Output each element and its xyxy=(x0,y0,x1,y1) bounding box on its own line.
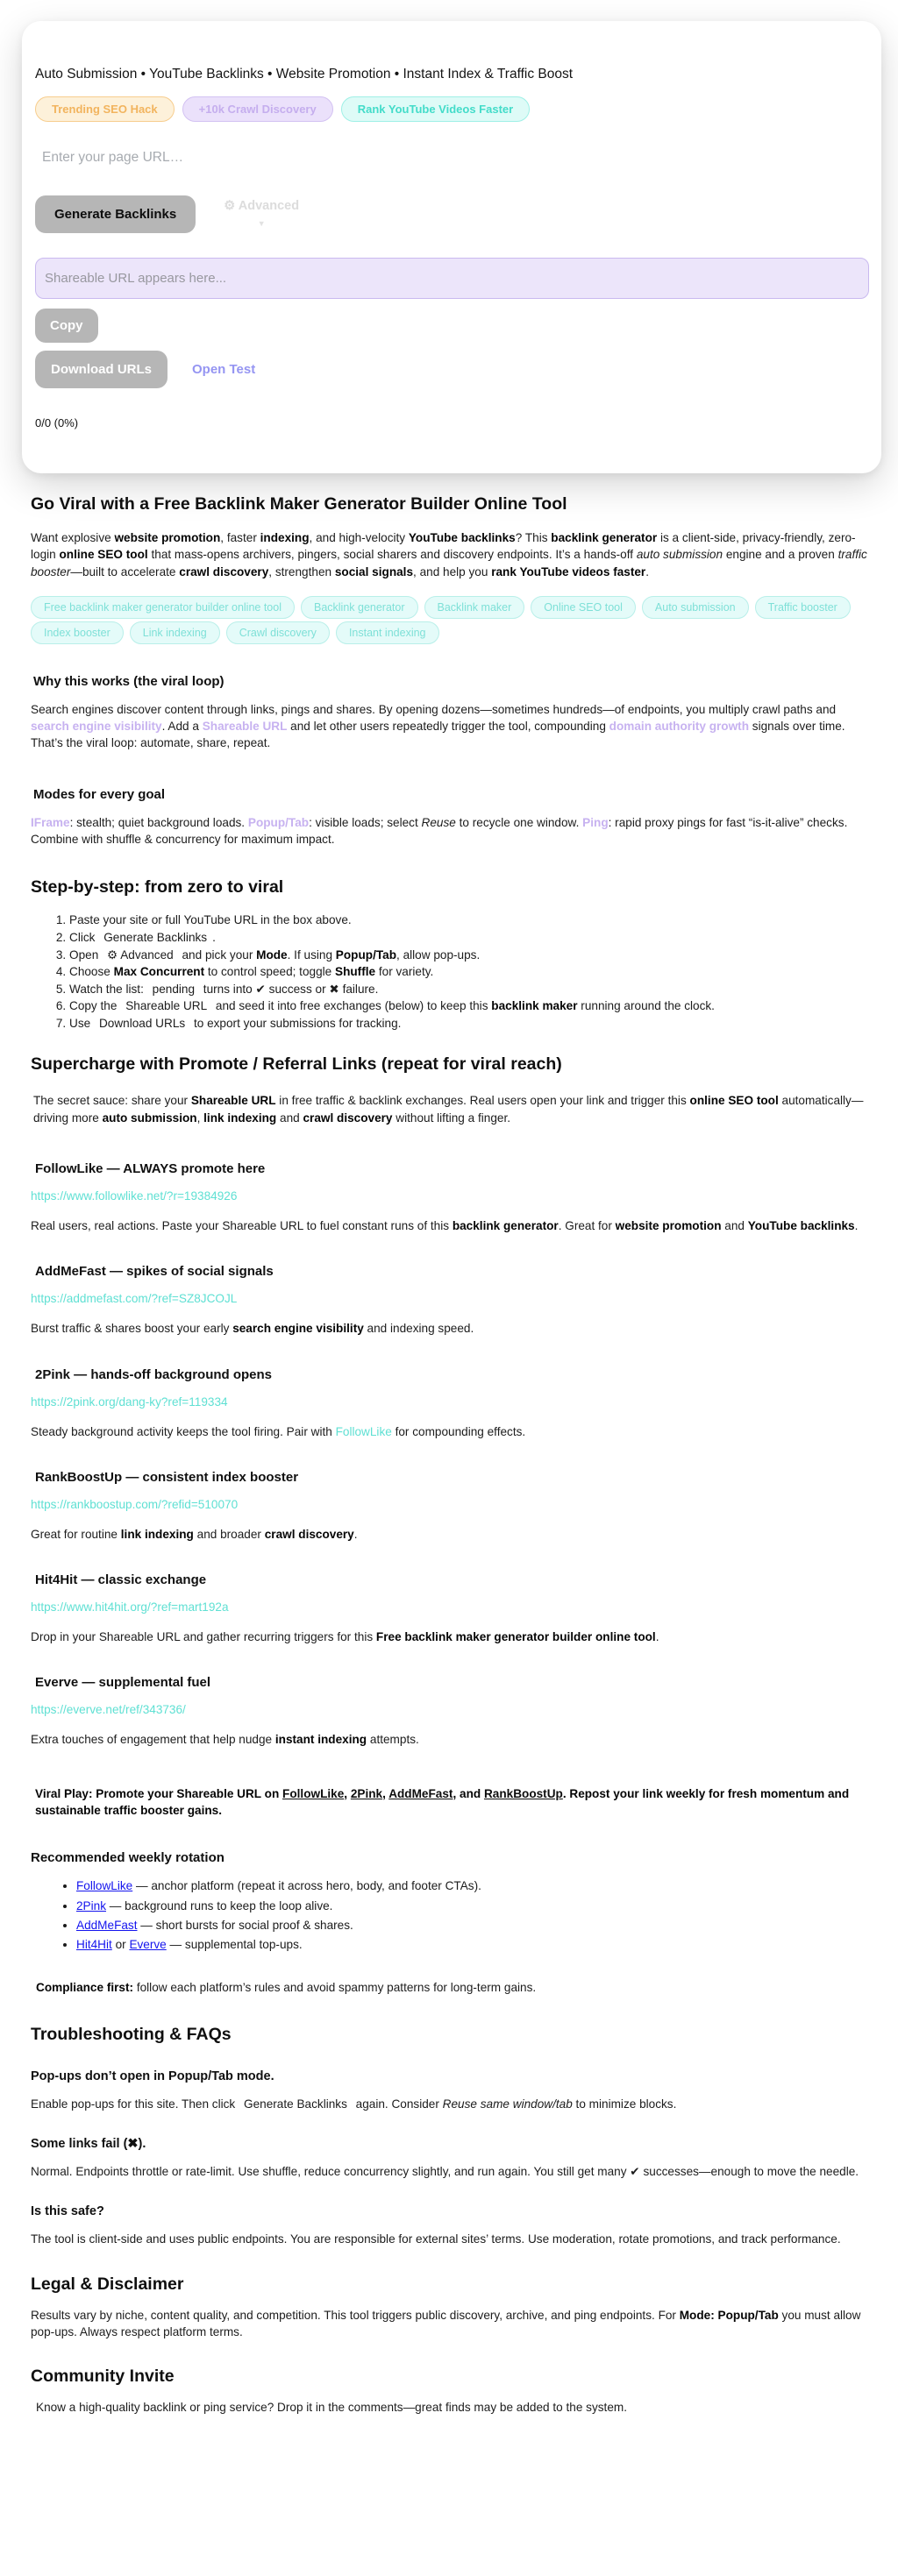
viral-followlike-link[interactable]: FollowLike xyxy=(282,1786,345,1800)
promo-url-link[interactable]: https://2pink.org/dang-ky?ref=119334 xyxy=(31,1394,228,1409)
badge-rank-youtube: Rank YouTube Videos Faster xyxy=(341,96,530,122)
promo-block-addmefast xyxy=(31,1264,872,1337)
section-title-modes: Modes for every goal xyxy=(33,786,166,802)
hero-tagline: Auto Submission • YouTube Backlinks • Website Promotion • Instant Index & Traffic Boost xyxy=(35,67,574,82)
step-item: 4. Choose Max Concurrent to control speed; toggle Shuffle for variety. xyxy=(69,963,872,981)
promo-description: Burst traffic & shares boost your early search engine visibility and indexing speed. xyxy=(31,1322,474,1336)
step-item: 1. Paste your site or full YouTube URL in the box above. xyxy=(69,912,872,929)
section-title-community: Community Invite xyxy=(31,2367,175,2387)
rotation-2pink-link[interactable]: 2Pink xyxy=(76,1898,107,1912)
promo-description: Steady background activity keeps the tool firing. Pair with FollowLike for compounding effects. xyxy=(31,1424,526,1438)
rotation-addmefast-link[interactable]: AddMeFast xyxy=(76,1918,138,1932)
keyword-chip: Backlink maker xyxy=(424,596,525,619)
keyword-chip: Free backlink maker generator builder online tool xyxy=(31,596,295,619)
advanced-toggle[interactable] xyxy=(224,199,299,228)
shareable-url-field[interactable] xyxy=(35,258,869,299)
followlike-inline-link[interactable]: FollowLike xyxy=(335,1424,392,1438)
keyword-chip: Instant indexing xyxy=(336,621,439,644)
promo-block-followlike xyxy=(31,1161,872,1234)
rotation-list xyxy=(31,1877,872,1953)
hero-card xyxy=(22,21,881,473)
promo-title: AddMeFast — spikes of social signals xyxy=(35,1264,274,1280)
legal-paragraph: Results vary by niche, content quality, and competition. This tool triggers public discovery, archive, and ping endpoints. For Mode: Popup/Tab you must allow pop-ups. Always respect platform terms. xyxy=(31,2308,861,2338)
open-test-link[interactable]: Open Test xyxy=(192,362,256,377)
rotation-item: • 2Pink — background runs to keep the loop alive. xyxy=(76,1898,872,1914)
viral-play-callout: Viral Play: Promote your Shareable URL on FollowLike, 2Pink, AddMeFast, and RankBoostUp. Repost your link weekly for fresh momentum and sustainable traffic booster gains. xyxy=(35,1786,850,1817)
article-content xyxy=(0,494,898,2469)
steps-list xyxy=(31,912,872,1032)
section-title-rotation: Recommended weekly rotation xyxy=(31,1850,224,1866)
step-item: 3. Open ⚙ Advanced and pick your Mode. If using Popup/Tab, allow pop-ups. xyxy=(69,947,872,964)
gear-icon: ⚙ xyxy=(224,199,236,213)
rotation-item: • AddMeFast — short bursts for social proof & shares. xyxy=(76,1917,872,1934)
section-title-step-by-step: Step-by-step: from zero to viral xyxy=(31,877,284,898)
faq-answer: Enable pop-ups for this site. Then click Generate Backlinks again. Consider Reuse same window/tab to minimize blocks. xyxy=(31,2097,677,2111)
keyword-chip: Index booster xyxy=(31,621,124,644)
download-urls-button[interactable]: Download URLs xyxy=(35,351,167,388)
badge-row xyxy=(35,96,869,122)
keyword-chip: Traffic booster xyxy=(755,596,851,619)
rotation-followlike-link[interactable]: FollowLike xyxy=(76,1879,133,1893)
section-title-troubleshooting: Troubleshooting & FAQs xyxy=(31,2024,232,2044)
step-item: 5. Watch the list: pending turns into ✔ success or ✖ failure. xyxy=(69,981,872,998)
promo-block-2pink xyxy=(31,1367,872,1440)
keyword-chip-row xyxy=(31,596,872,644)
rotation-item: • Hit4Hit or Everve — supplemental top-ups. xyxy=(76,1936,872,1953)
supercharge-paragraph: The secret sauce: share your Shareable URL in free traffic & backlink exchanges. Real users open your link and trigger this online SEO tool automatically—driving more auto submission, link indexing and crawl discovery without lifting a finger. xyxy=(33,1094,864,1125)
promo-url-link[interactable]: https://www.hit4hit.org/?ref=mart192a xyxy=(31,1600,229,1614)
promo-url-link[interactable]: https://rankboostup.com/?refid=510070 xyxy=(31,1497,239,1511)
viral-2pink-link[interactable]: 2Pink xyxy=(350,1786,383,1800)
section-title-why-this-works: Why this works (the viral loop) xyxy=(33,673,224,689)
faq-answer: Normal. Endpoints throttle or rate-limit. Use shuffle, reduce concurrency slightly, and run again. You still get many ✔ successes—enough to move the needle. xyxy=(31,2165,859,2179)
promo-title: Everve — supplemental fuel xyxy=(35,1675,211,1691)
generate-backlinks-button[interactable]: Generate Backlinks xyxy=(35,195,196,233)
promo-url-link[interactable]: https://addmefast.com/?ref=SZ8JCOJL xyxy=(31,1292,238,1306)
why-paragraph: Search engines discover content through links, pings and shares. By opening dozens—sometimes hundreds—of endpoints, you multiply crawl paths and search engine visibility. Add a Shareable URL and let other users repeatedly trigger the tool, compounding domain authority growth signals over time. That’s the viral loop: automate, share, repeat. xyxy=(31,702,845,750)
page-url-input[interactable] xyxy=(35,138,866,178)
intro-paragraph: Want explosive website promotion, faster indexing, and high-velocity YouTube backlinks? This backlink generator is a client-side, privacy-friendly, zero-login online SEO tool that mass-opens archivers, pingers, social sharers and discovery endpoints. It’s a hands-off auto submission engine and a proven traffic booster—built to accelerate crawl discovery, strengthen social signals, and help you rank YouTube videos faster. xyxy=(31,531,867,578)
download-row xyxy=(35,351,869,388)
faq-answer: The tool is client-side and uses public endpoints. You are responsible for external sites’ terms. Use moderation, rotate promotions, and track performance. xyxy=(31,2232,841,2246)
compliance-note: Compliance first: follow each platform’s rules and avoid spammy patterns for long-term gains. xyxy=(36,1981,537,1995)
section-title-go-viral: Go Viral with a Free Backlink Maker Generator Builder Online Tool xyxy=(31,494,567,514)
page xyxy=(0,21,898,2469)
promo-block-everve xyxy=(31,1675,872,1748)
promo-title: Hit4Hit — classic exchange xyxy=(35,1572,207,1588)
badge-trending-seo-hack: Trending SEO Hack xyxy=(35,96,175,122)
copy-button[interactable]: Copy xyxy=(35,309,98,343)
faq-question: Is this safe? xyxy=(31,2204,104,2219)
promo-url-link[interactable]: https://www.followlike.net/?r=19384926 xyxy=(31,1189,238,1203)
promo-title: 2Pink — hands-off background opens xyxy=(35,1366,273,1382)
keyword-chip: Link indexing xyxy=(130,621,220,644)
generate-row xyxy=(35,195,869,233)
step-item: 7. Use Download URLs to export your submissions for tracking. xyxy=(69,1015,872,1033)
step-item: 6. Copy the Shareable URL and seed it into free exchanges (below) to keep this backlink maker running around the clock. xyxy=(69,997,872,1015)
promo-description: Great for routine link indexing and broader crawl discovery. xyxy=(31,1527,358,1541)
modes-paragraph: IFrame: stealth; quiet background loads. Popup/Tab: visible loads; select Reuse to recycle one window. Ping: rapid proxy pings for fast “is-it-alive” checks. Combine with shuffle & concurrency for maximum impact. xyxy=(31,815,848,847)
keyword-chip: Online SEO tool xyxy=(531,596,636,619)
viral-addmefast-link[interactable]: AddMeFast xyxy=(388,1786,453,1800)
progress-counter: 0/0 (0%) xyxy=(35,416,79,429)
community-paragraph: Know a high-quality backlink or ping service? Drop it in the comments—great finds may be added to the system. xyxy=(36,2401,627,2415)
promo-block-rankboostup xyxy=(31,1470,872,1543)
step-item: 2. Click Generate Backlinks . xyxy=(69,929,872,947)
promo-title: RankBoostUp — consistent index booster xyxy=(35,1469,299,1485)
keyword-chip: Crawl discovery xyxy=(226,621,330,644)
promo-description: Drop in your Shareable URL and gather recurring triggers for this Free backlink maker generator builder online tool. xyxy=(31,1630,659,1644)
promo-description: Extra touches of engagement that help nudge instant indexing attempts. xyxy=(31,1733,419,1747)
promo-title: FollowLike — ALWAYS promote here xyxy=(35,1160,266,1176)
section-title-supercharge: Supercharge with Promote / Referral Links (repeat for viral reach) xyxy=(31,1054,562,1075)
section-title-legal: Legal & Disclaimer xyxy=(31,2274,184,2294)
rotation-hit4hit-link[interactable]: Hit4Hit xyxy=(76,1938,112,1952)
faq-question: Some links fail (✖). xyxy=(31,2137,146,2152)
keyword-chip: Auto submission xyxy=(642,596,749,619)
badge-crawl-discovery: +10k Crawl Discovery xyxy=(182,96,333,122)
promo-description: Real users, real actions. Paste your Shareable URL to fuel constant runs of this backlink generator. Great for website promotion and YouTube backlinks. xyxy=(31,1218,859,1232)
keyword-chip: Backlink generator xyxy=(301,596,418,619)
chevron-down-icon: ▼ xyxy=(257,219,266,228)
promo-block-hit4hit xyxy=(31,1572,872,1645)
viral-rankboostup-link[interactable]: RankBoostUp xyxy=(483,1786,563,1800)
advanced-label: Advanced xyxy=(238,199,300,213)
faq-question: Pop-ups don’t open in Popup/Tab mode. xyxy=(31,2069,274,2083)
promo-url-link[interactable]: https://everve.net/ref/343736/ xyxy=(31,1703,186,1717)
rotation-item: • FollowLike — anchor platform (repeat it across hero, body, and footer CTAs). xyxy=(76,1877,872,1894)
rotation-everve-link[interactable]: Everve xyxy=(129,1938,167,1952)
